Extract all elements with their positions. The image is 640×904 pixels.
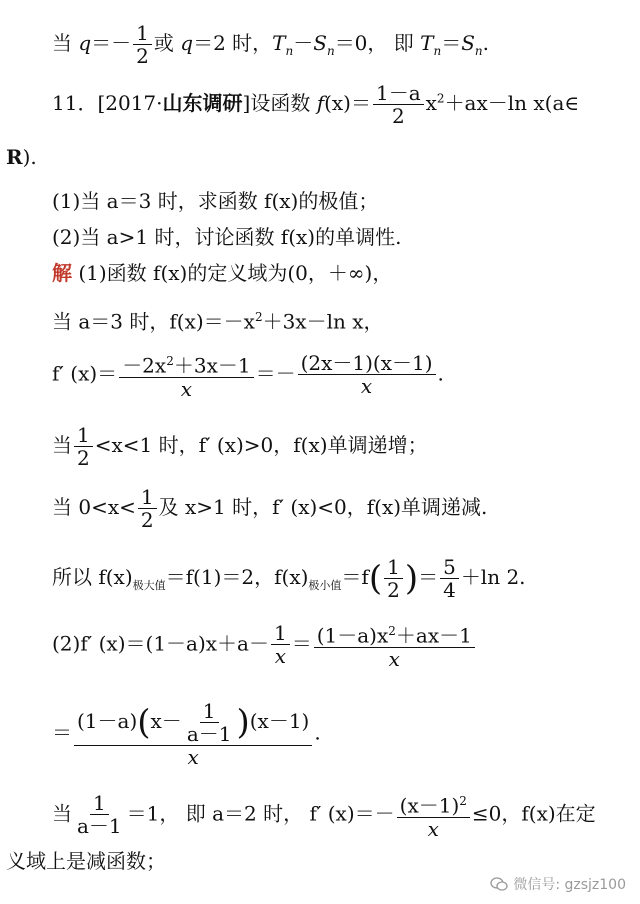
derivative-line: f′ (x)＝ $\frac{-2x^2+3x-1}{x}$ ＝－ $\frac{(2x-1)(x-1)}{x}$ .	[52, 351, 444, 401]
solution-label: 解	[52, 261, 72, 285]
case-a-equals-2: 当 $\frac{1}{a-1}$ ＝1， 即 a＝2 时， f′ (x)＝－ $\frac{(x-1)^2}{x}$ ≤0，f(x)在定	[52, 791, 596, 841]
fraction: $\frac{1}{a-1}$	[186, 699, 232, 746]
fraction: $\frac{1}{2}$	[384, 556, 403, 601]
extreme-values: 所以 $f(x)_{极大值}=f(1)=2$，$f(x)_{极小值}=f$( $\frac{1}{2}$ )＝ $\frac{5}{4}$ ＋ln 2.	[52, 555, 526, 602]
fraction: $\frac{5}{4}$	[440, 556, 459, 601]
part2-derivative: (2)f′ (x)＝(1－a)x＋a－ $\frac{1}{x}$ ＝ $\frac{(1-a)x^2+ax-1}{x}$	[52, 620, 477, 670]
decreasing-interval: 当 0<x< $\frac{1}{2}$ 及 x>1 时，f′ (x)<0，f(x)单调递减.	[52, 485, 488, 532]
fraction: $\frac{1}{x}$	[271, 622, 290, 667]
fraction: $\frac{1}{2}$	[133, 22, 152, 67]
fraction: $\frac{1}{2}$	[74, 424, 93, 469]
question-2: (2)当 a>1 时，讨论函数 f(x)的单调性.	[52, 225, 402, 249]
wechat-watermark: 微信号: gzsjz100	[490, 874, 626, 894]
wechat-icon	[490, 876, 508, 892]
fraction: $\frac{1}{a-1}$	[77, 791, 122, 839]
part2-factored: ＝ (1－a)(x－ $\frac{1}{a-1}$ )(x－1) x .	[52, 699, 321, 769]
fraction: $\frac{(2x-1)(x-1)}{x}$	[298, 352, 436, 397]
question-1: (1)当 a＝3 时，求函数 f(x)的极值；	[52, 189, 379, 213]
fraction: $\frac{1}{2}$	[138, 486, 157, 531]
solution-step-1: 解 (1)函数 f(x)的定义域为(0，＋∞)，	[52, 261, 393, 285]
line-q-condition: 当 q＝－ $\frac{1}{2}$ 或 q＝2 时，$T_n-S_n=0$， 即 $T_n=S_n$.	[52, 21, 490, 68]
problem-11-statement: 11．[2017·山东调研]设函数 f(x)＝ $\frac{1-a}{2}$ $x^2+ax-\ln$ x(a∈	[52, 81, 580, 128]
fraction: $\frac{-2x^2+3x-1}{x}$	[119, 350, 253, 400]
fraction: $\frac{(1-a)x^2+ax-1}{x}$	[314, 620, 475, 670]
case-a-equals-2-cont: 义域上是减函数；	[6, 849, 166, 873]
problem-11-statement-cont: R).	[6, 145, 37, 169]
increasing-interval: 当 $\frac{1}{2}$ <x<1 时，f′ (x)>0，f(x)单调递增；	[52, 423, 428, 470]
fraction: $\frac{1-a}{2}$	[373, 82, 424, 127]
fraction: $\frac{(x-1)^2}{x}$	[397, 790, 470, 840]
solution-step-2: 当 a＝3 时，$f(x)=-x^2+3x-\ln$ x，	[52, 309, 384, 334]
fraction: (1－a)(x－ $\frac{1}{a-1}$ )(x－1) x	[74, 700, 312, 768]
